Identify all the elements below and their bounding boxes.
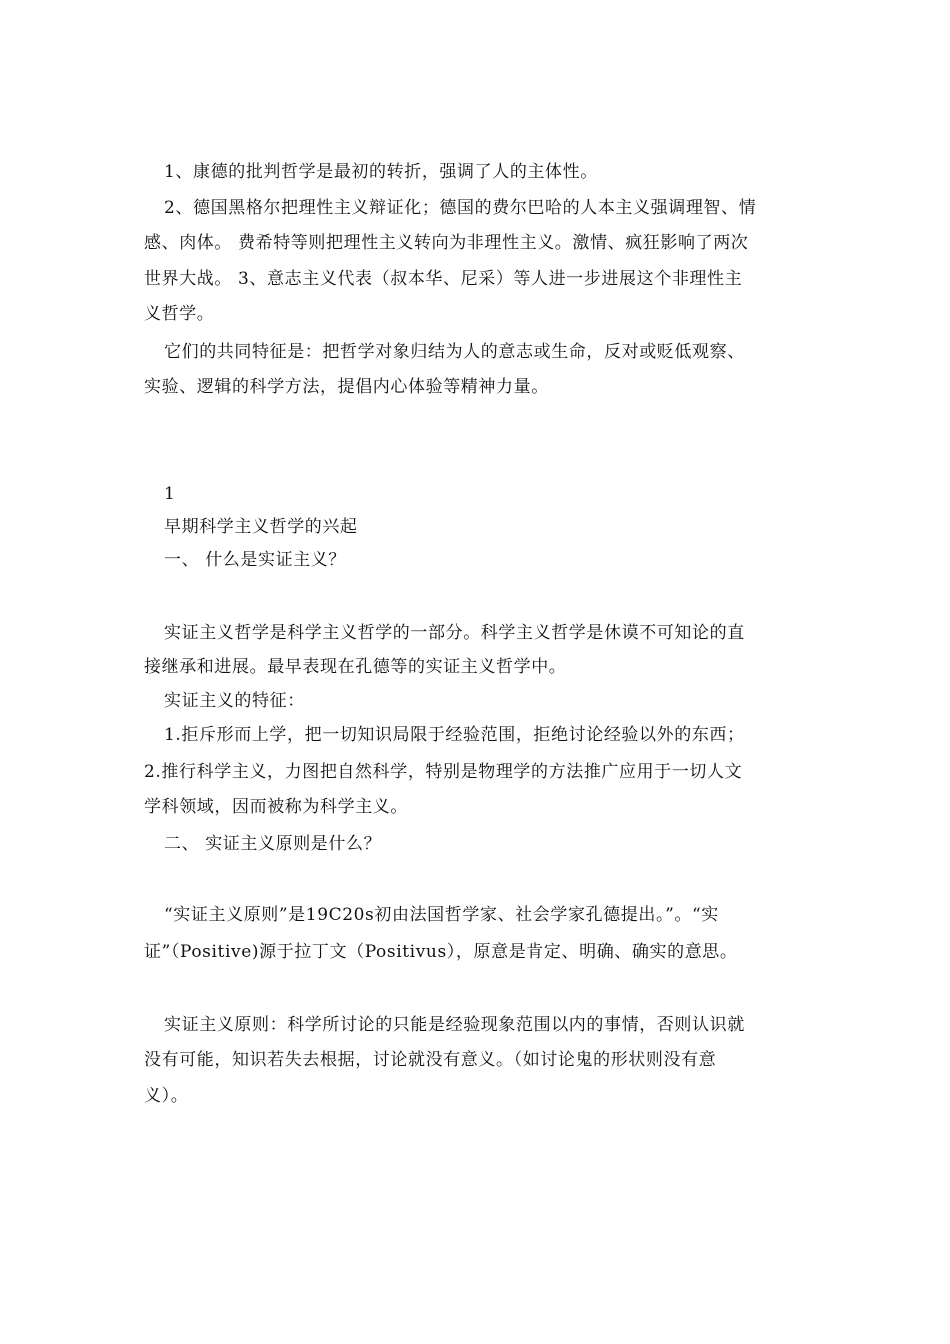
principle-definition-line-end: 义）。: [144, 1086, 189, 1106]
fichte-line: 感、肉体。 费希特等则把理性主义转向为非理性主义。激情、疯狂影响了两次: [144, 233, 749, 253]
feature-item-2: 2.推行科学主义，力图把自然科学，特别是物理学的方法推广应用于一切人文: [144, 762, 743, 782]
principle-definition-line-2: 没有可能，知识若失去根据，讨论就没有意义。（如讨论鬼的形状则没有意: [144, 1050, 717, 1070]
feature-item-1: 1.拒斥形而上学，把一切知识局限于经验范围，拒绝讨论经验以外的东西；: [164, 725, 745, 745]
common-features-line-end: 实验、逻辑的科学方法，提倡内心体验等精神力量。: [144, 377, 549, 397]
question-heading-1: 一、 什么是实证主义？: [164, 550, 347, 570]
common-features-line: 它们的共同特征是：把哲学对象归结为人的意志或生命，反对或贬低观察、: [164, 342, 745, 362]
question-heading-2: 二、 实证主义原则是什么？: [164, 834, 382, 854]
principle-origin-line: “实证主义原则”是19C20s初由法国哲学家、社会学家孔德提出。”。“实: [164, 905, 719, 925]
section-number: 1: [164, 484, 176, 504]
section-title: 早期科学主义哲学的兴起: [164, 517, 358, 537]
voluntarism-line-end: 义哲学。: [144, 304, 215, 324]
positivism-paragraph-line-end: 接继承和进展。最早表现在孔德等的实证主义哲学中。: [144, 657, 567, 677]
principle-definition-line: 实证主义原则：科学所讨论的只能是经验现象范围以内的事情，否则认识就: [164, 1015, 745, 1035]
feature-item-2-end: 学科领域，因而被称为科学主义。: [144, 797, 408, 817]
voluntarism-line: 世界大战。 3、意志主义代表（叔本华、尼采）等人进一步进展这个非理性主: [144, 269, 743, 289]
features-heading: 实证主义的特征：: [164, 691, 305, 711]
kant-line: 1、康德的批判哲学是最初的转折，强调了人的主体性。: [164, 162, 598, 182]
hegel-line: 2、德国黑格尔把理性主义辩证化；德国的费尔巴哈的人本主义强调理智、情: [164, 198, 757, 218]
principle-origin-line-end: 证”（Positive)源于拉丁文（Positivus），原意是肯定、明确、确实的意思。: [144, 942, 738, 962]
positivism-paragraph-line: 实证主义哲学是科学主义哲学的一部分。科学主义哲学是休谟不可知论的直: [164, 623, 745, 643]
